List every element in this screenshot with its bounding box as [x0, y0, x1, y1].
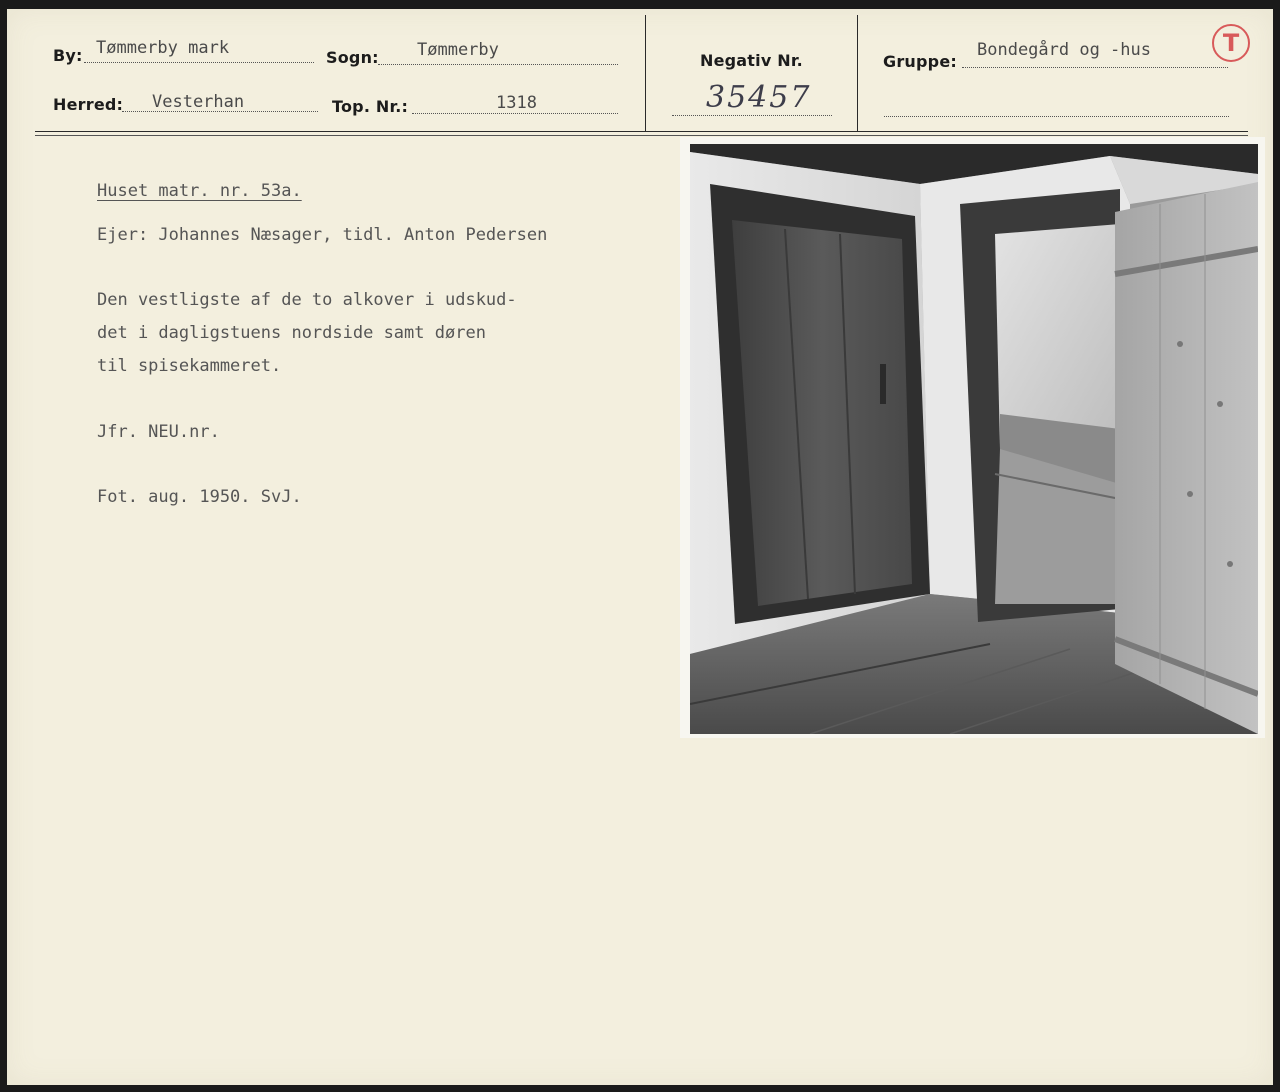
gruppe-value: Bondegård og -hus	[977, 40, 1151, 60]
gruppe-underline-2	[884, 116, 1229, 117]
negativ-label: Negativ Nr.	[700, 51, 803, 70]
header-divider-2	[857, 15, 858, 132]
by-underline	[84, 62, 314, 63]
by-value: Tømmerby mark	[96, 38, 230, 58]
sogn-underline	[378, 64, 618, 65]
reference-line: Jfr. NEU.nr.	[97, 422, 220, 442]
sogn-label: Sogn:	[326, 48, 379, 67]
herred-value: Vesterhan	[152, 92, 245, 112]
herred-underline	[122, 111, 318, 112]
header-rule	[35, 131, 1248, 132]
herred-label: Herred:	[53, 95, 124, 114]
interior-photo	[690, 144, 1258, 734]
owner-line: Ejer: Johannes Næsager, tidl. Anton Pedersen	[97, 225, 548, 245]
topnr-value: 1318	[496, 93, 537, 113]
header-rule-2	[35, 135, 1248, 136]
photo-credit-line: Fot. aug. 1950. SvJ.	[97, 487, 302, 507]
property-heading: Huset matr. nr. 53a.	[97, 181, 302, 201]
description-line-3: til spisekammeret.	[97, 356, 282, 376]
sogn-value: Tømmerby	[417, 40, 499, 60]
gruppe-label: Gruppe:	[883, 52, 957, 71]
topnr-label: Top. Nr.:	[332, 97, 409, 116]
by-label: By:	[53, 46, 83, 65]
gruppe-underline	[962, 67, 1228, 68]
negativ-value: 35457	[706, 80, 812, 115]
topnr-underline	[412, 113, 618, 114]
topography-stamp: T	[1212, 24, 1250, 62]
header-divider-1	[645, 15, 646, 132]
negativ-underline	[672, 115, 832, 116]
description-line-1: Den vestligste af de to alkover i udskud-	[97, 290, 517, 310]
description-line-2: det i dagligstuens nordside samt døren	[97, 323, 486, 343]
